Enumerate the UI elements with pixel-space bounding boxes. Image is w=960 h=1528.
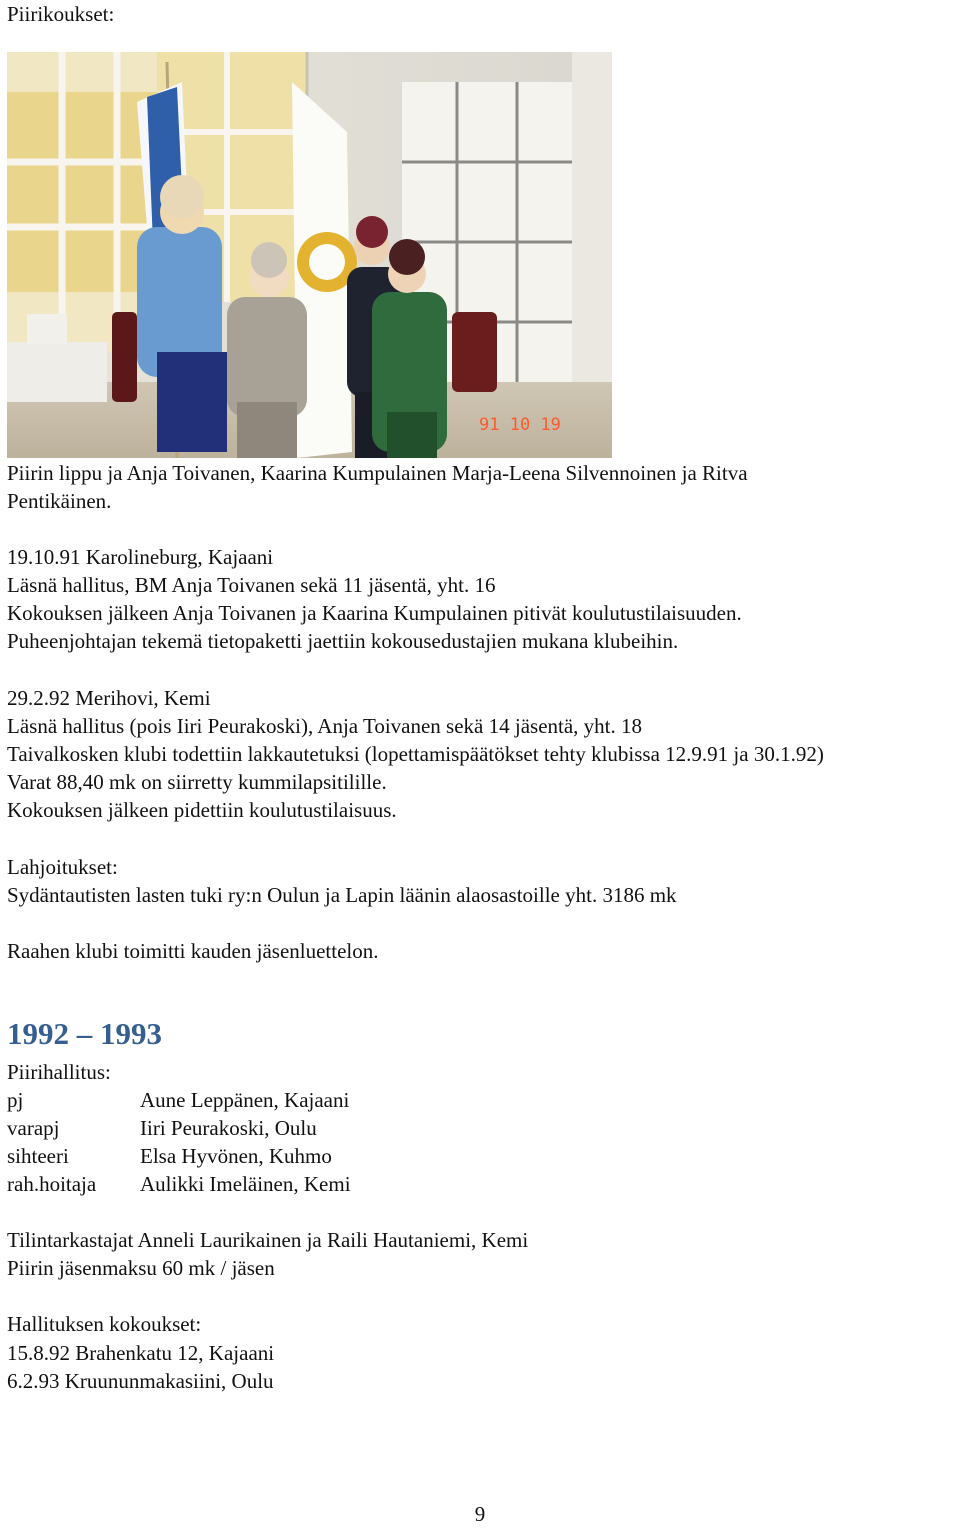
board-role: rah.hoitaja <box>7 1172 97 1196</box>
board-title: Piirihallitus: <box>7 1060 111 1084</box>
board-member: Iiri Peurakoski, Oulu <box>140 1116 317 1140</box>
meeting2-line-2: Läsnä hallitus (pois Iiri Peurakoski), Anja Toivanen sekä 14 jäsentä, yht. 18 <box>7 714 643 738</box>
board-meeting-item: 6.2.93 Kruununmakasiini, Oulu <box>7 1369 274 1393</box>
donations-text: Sydäntautisten lasten tuki ry:n Oulun ja Lapin läänin alaosastoille yht. 3186 mk <box>7 883 677 907</box>
photo-caption-line-2: Pentikäinen. <box>7 489 112 513</box>
year-heading: 1992 – 1993 <box>7 1016 162 1051</box>
meeting2-line-4: Varat 88,40 mk on siirretty kummilapsitilille. <box>7 770 387 794</box>
section-title: Piirikoukset: <box>7 2 115 26</box>
meeting1-line-3: Kokouksen jälkeen Anja Toivanen ja Kaarina Kumpulainen pitivät koulutustilaisuuden. <box>7 601 742 625</box>
board-role: varapj <box>7 1116 60 1140</box>
page-number: 9 <box>474 1502 486 1526</box>
photo-image <box>7 52 612 458</box>
meeting1-line-1: 19.10.91 Karolineburg, Kajaani <box>7 545 274 569</box>
meeting2-line-3: Taivalkosken klubi todettiin lakkautetuksi (lopettamispäätökset tehty klubissa 12.9.91 ja 30.1.92) <box>7 742 824 766</box>
membership-fee-line: Piirin jäsenmaksu 60 mk / jäsen <box>7 1256 275 1280</box>
donations-title: Lahjoitukset: <box>7 855 118 879</box>
meeting1-line-4: Puheenjohtajan tekemä tietopaketti jaettiin kokousedustajien mukana klubeihin. <box>7 629 679 653</box>
auditors-line: Tilintarkastajat Anneli Laurikainen ja Raili Hautaniemi, Kemi <box>7 1228 529 1252</box>
board-meeting-item: 15.8.92 Brahenkatu 12, Kajaani <box>7 1341 275 1365</box>
photo-date-stamp: 91 10 19 <box>479 415 561 435</box>
meeting2-line-1: 29.2.92 Merihovi, Kemi <box>7 686 211 710</box>
board-member: Aune Leppänen, Kajaani <box>140 1088 350 1112</box>
board-member: Elsa Hyvönen, Kuhmo <box>140 1144 332 1168</box>
board-row <box>7 1114 317 1142</box>
photo-caption-line-1: Piirin lippu ja Anja Toivanen, Kaarina Kumpulainen Marja-Leena Silvennoinen ja Ritva <box>7 461 748 485</box>
membership-list-note: Raahen klubi toimitti kauden jäsenluettelon. <box>7 939 379 963</box>
meeting2-line-5: Kokouksen jälkeen pidettiin koulutustilaisuus. <box>7 798 397 822</box>
board-member: Aulikki Imeläinen, Kemi <box>140 1172 351 1196</box>
meeting1-line-2: Läsnä hallitus, BM Anja Toivanen sekä 11 jäsentä, yht. 16 <box>7 573 496 597</box>
board-row <box>7 1086 349 1114</box>
board-meetings-title: Hallituksen kokoukset: <box>7 1312 202 1336</box>
board-role: sihteeri <box>7 1144 69 1168</box>
board-role: pj <box>7 1088 24 1112</box>
board-row <box>7 1170 351 1198</box>
group-photo <box>7 52 612 458</box>
board-row <box>7 1142 332 1170</box>
